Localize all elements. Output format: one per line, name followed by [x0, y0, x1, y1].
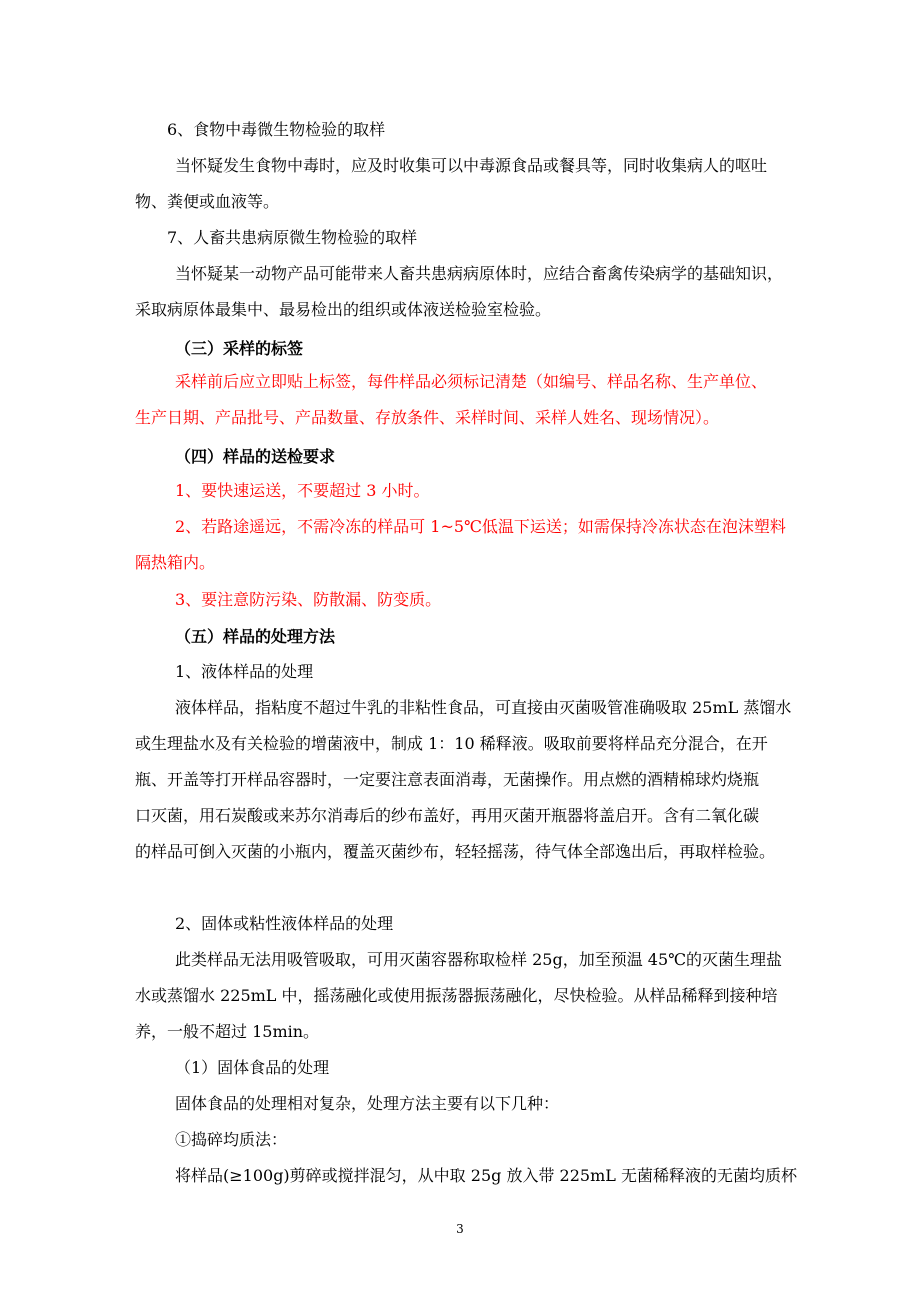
paragraph-line: 或生理盐水及有关检验的增菌液中，制成 1：10 稀释液。吸取前要将样品充分混合，在开 [135, 734, 768, 753]
paragraph-line: 此类样品无法用吸管吸取，可用灭菌容器称取检样 25g，加至预温 45℃的灭菌生理盐 [175, 950, 783, 969]
paragraph-line: 将样品(≥100g)剪碎或搅拌混匀，从中取 25g 放入带 225mL 无菌稀释液的无菌均质杯 [175, 1166, 797, 1185]
highlighted-line: 2、若路途遥远，不需冷冻的样品可 1~5℃低温下运送；如需保持冷冻状态在泡沫塑料 [175, 517, 786, 536]
paragraph-line: 口灭菌，用石炭酸或来苏尔消毒后的纱布盖好，再用灭菌开瓶器将盖启开。含有二氧化碳 [135, 806, 760, 825]
highlighted-line: 3、要注意防污染、防散漏、防变质。 [175, 590, 442, 609]
paragraph-line: 当怀疑发生食物中毒时，应及时收集可以中毒源食品或餐具等，同时收集病人的呕吐 [175, 156, 768, 175]
subsection-heading: 1、液体样品的处理 [175, 662, 314, 681]
subsection-heading: 2、固体或粘性液体样品的处理 [175, 914, 394, 933]
paragraph-line: 的样品可倒入灭菌的小瓶内，覆盖灭菌纱布，轻轻摇荡，待气体全部逸出后，再取样检验。 [135, 842, 776, 861]
subsection-heading: 7、人畜共患病原微生物检验的取样 [167, 228, 418, 247]
section-heading: （四）样品的送检要求 [175, 447, 336, 466]
highlighted-line: 采样前后应立即贴上标签，每件样品必须标记清楚（如编号、样品名称、生产单位、 [175, 372, 768, 391]
paragraph-line: 水或蒸馏水 225mL 中，摇荡融化或使用振荡器振荡融化，尽快检验。从样品稀释到接种培 [135, 986, 778, 1005]
highlighted-line: 隔热箱内。 [135, 553, 216, 572]
paragraph-line: 固体食品的处理相对复杂，处理方法主要有以下几种： [175, 1094, 560, 1113]
paragraph-line: 采取病原体最集中、最易检出的组织或体液送检验室检验。 [135, 300, 552, 319]
paragraph-line: 物、粪便或血液等。 [135, 192, 280, 211]
paragraph-line: 瓶、开盖等打开样品容器时，一定要注意表面消毒，无菌操作。用点燃的酒精棉球灼烧瓶 [135, 770, 760, 789]
subsection-heading: （1）固体食品的处理 [175, 1058, 330, 1077]
subsection-heading: 6、食物中毒微生物检验的取样 [167, 120, 386, 139]
paragraph-line: 当怀疑某一动物产品可能带来人畜共患病病原体时，应结合畜禽传染病学的基础知识， [175, 264, 784, 283]
paragraph-line: 液体样品，指粘度不超过牛乳的非粘性食品，可直接由灭菌吸管准确吸取 25mL 蒸馏水 [175, 698, 792, 717]
section-heading: （五）样品的处理方法 [175, 627, 336, 646]
list-item-label: ①捣碎均质法： [175, 1130, 288, 1149]
page-number: 3 [456, 1222, 464, 1236]
paragraph-line: 养，一般不超过 15min。 [135, 1022, 320, 1041]
highlighted-line: 1、要快速运送，不要超过 3 小时。 [175, 481, 430, 500]
highlighted-line: 生产日期、产品批号、产品数量、存放条件、采样时间、采样人姓名、现场情况）。 [135, 408, 720, 427]
section-heading: （三）采样的标签 [175, 339, 304, 358]
